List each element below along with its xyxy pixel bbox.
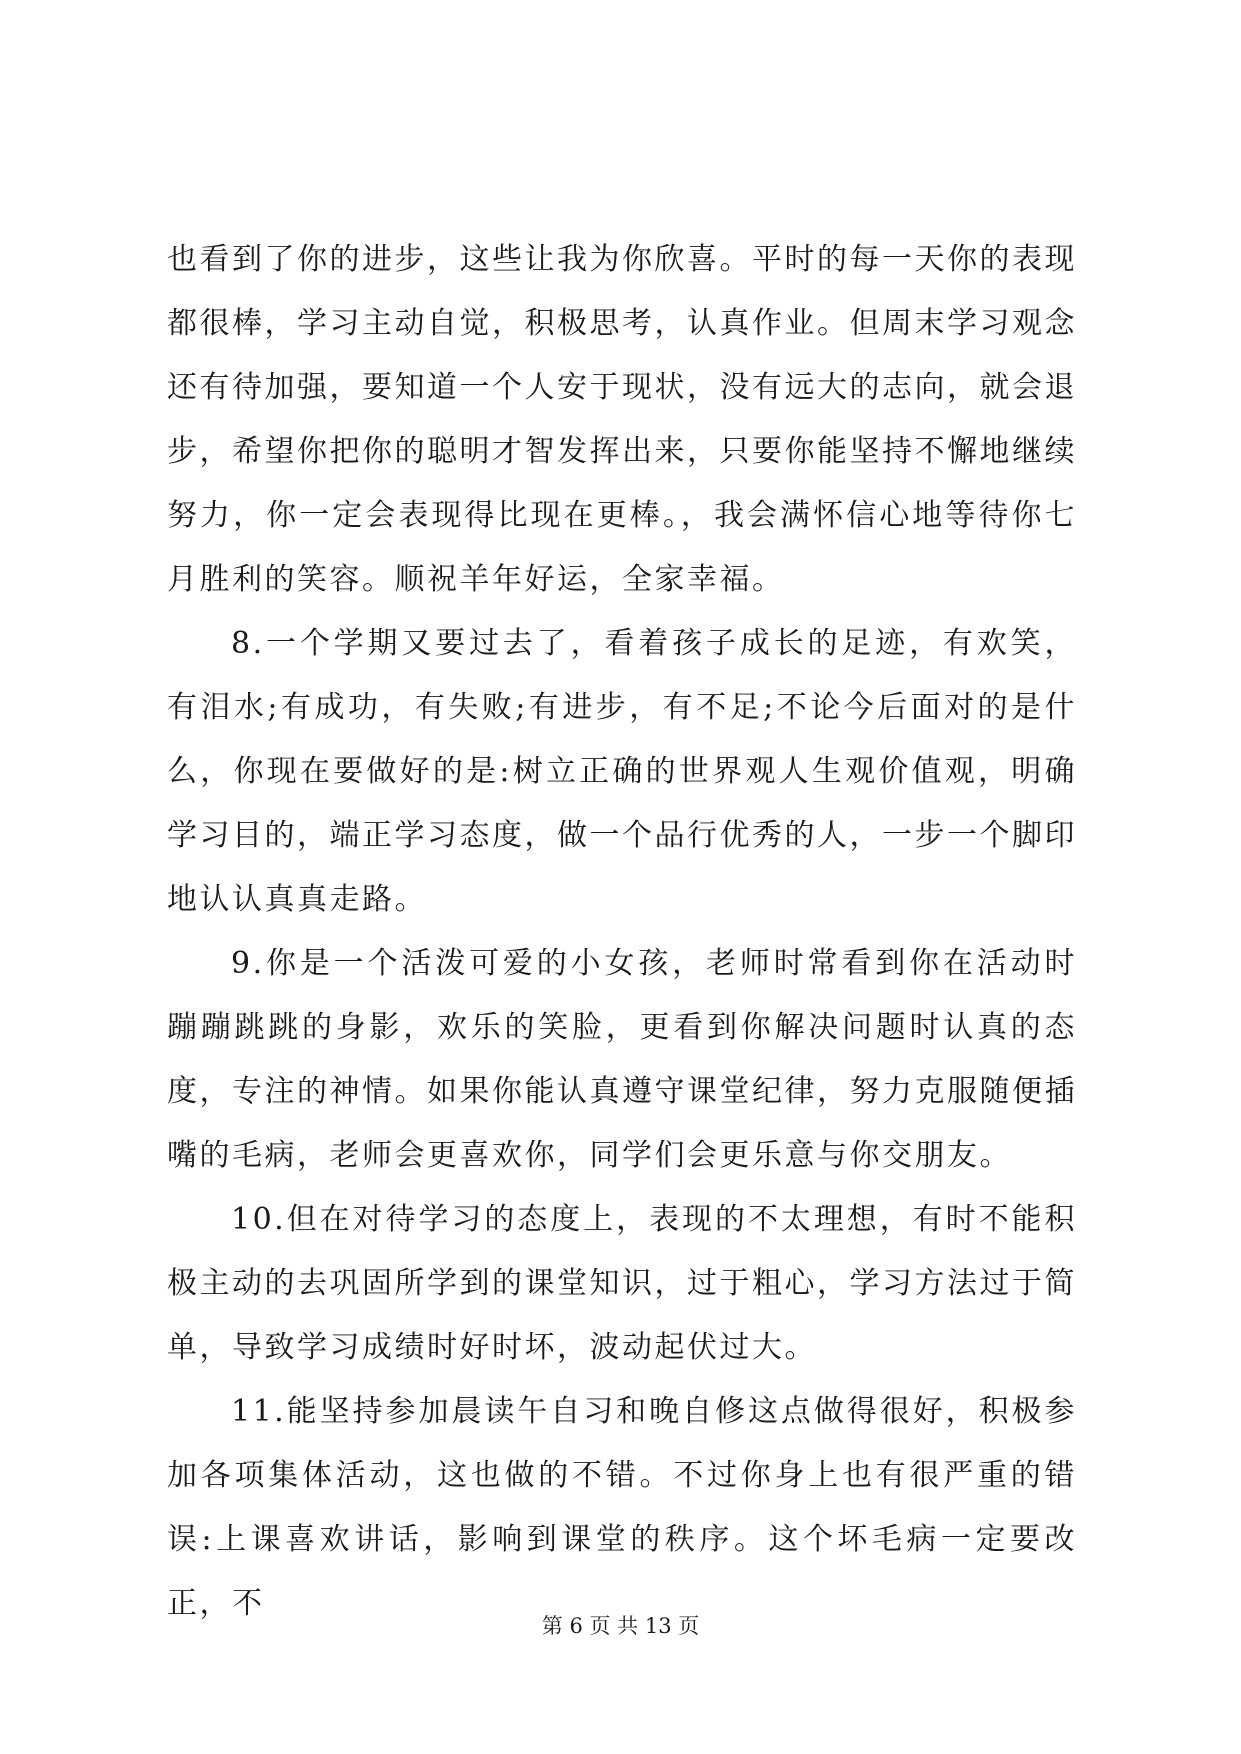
paragraph-item-11: 11.能坚持参加晨读午自习和晚自修这点做得很好，积极参加各项集体活动，这也做的不错。不过你身上也有很严重的错误:上课喜欢讲话，影响到课堂的秩序。这个坏毛病一定要改正，不 xyxy=(167,1394,1077,1621)
paragraph-item-10: 10.但在对待学习的态度上，表现的不太理想，有时不能积极主动的去巩固所学到的课堂知识，过于粗心，学习方法过于简单，导致学习成绩时好时坏，波动起伏过大。 xyxy=(167,1202,1077,1365)
paragraph-item-8: 8.一个学期又要过去了，看着孩子成长的足迹，有欢笑，有泪水;有成功，有失败;有进步，有不足;不论今后面对的是什么，你现在要做好的是:树立正确的世界观人生观价值观，明确学习目的，端正学习态度，做一个品行优秀的人，一步一个脚印地认认真真走路。 xyxy=(167,626,1077,917)
document-body xyxy=(167,228,1077,1636)
paragraph-continued: 也看到了你的进步，这些让我为你欣喜。平时的每一天你的表现都很棒，学习主动自觉，积极思考，认真作业。但周末学习观念还有待加强，要知道一个人安于现状，没有远大的志向，就会退步，希望你把你的聪明才智发挥出来，只要你能坚持不懈地继续努力，你一定会表现得比现在更棒。，我会满怀信心地等待你七月胜利的笑容。顺祝羊年好运，全家幸福。 xyxy=(167,242,1077,597)
paragraph-item-9: 9.你是一个活泼可爱的小女孩，老师时常看到你在活动时蹦蹦跳跳的身影，欢乐的笑脸，更看到你解决问题时认真的态度，专注的神情。如果你能认真遵守课堂纪律，努力克服随便插嘴的毛病，老师会更喜欢你，同学们会更乐意与你交朋友。 xyxy=(167,946,1077,1173)
page-footer: 第 6 页 共 13 页 xyxy=(541,1614,700,1638)
